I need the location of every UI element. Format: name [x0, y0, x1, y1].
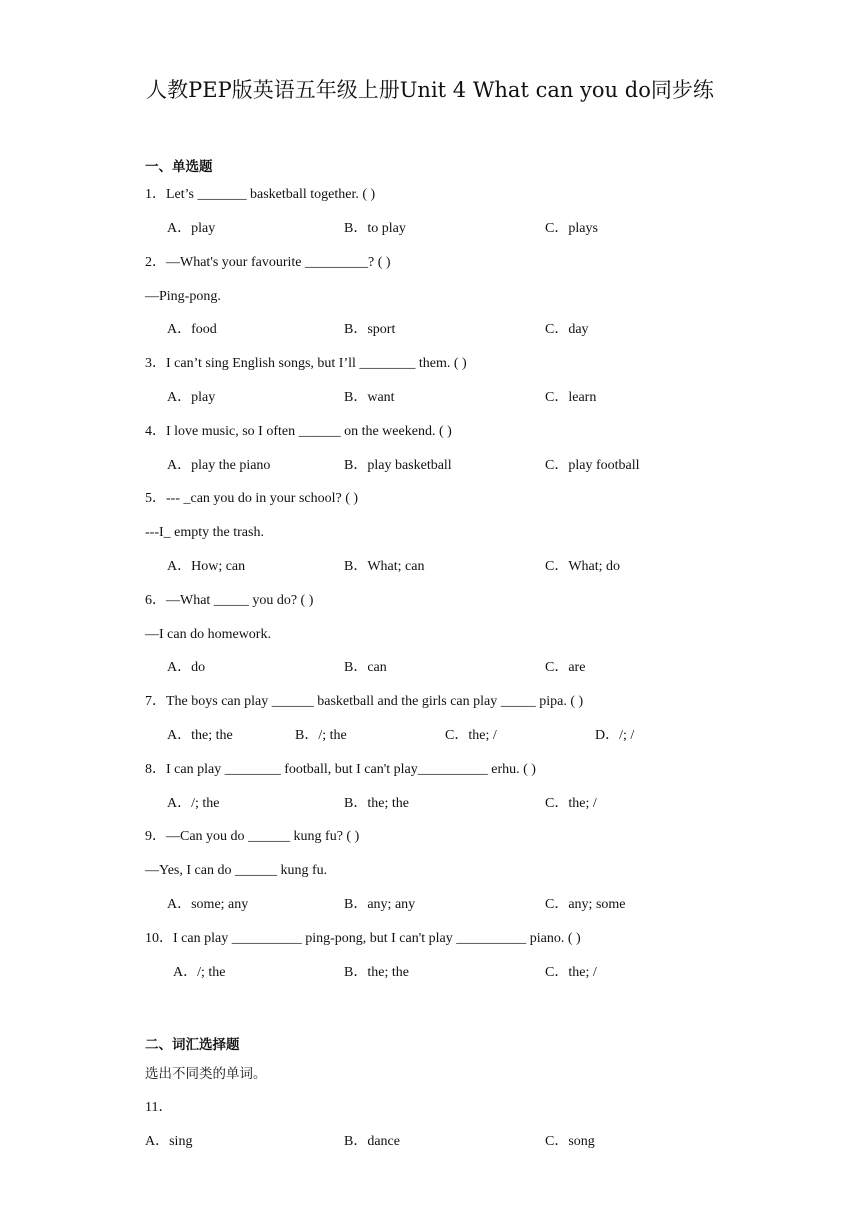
question-reply: —Yes, I can do ______ kung fu. [145, 863, 328, 878]
question-stem: 1．Let’s _______ basketball together. ( ) [145, 187, 376, 202]
section-instruction: 选出不同类的单词。 [145, 1066, 267, 1082]
option-a: A．play the piano [167, 458, 271, 473]
option-c: C．any; some [545, 897, 626, 912]
option-a: A．play [167, 390, 216, 405]
option-b: B．to play [344, 221, 406, 236]
option-a: A．the; the [167, 728, 233, 743]
question-stem: 3．I can’t sing English songs, but I’ll ________ them. ( ) [145, 356, 467, 371]
option-b: B．the; the [344, 796, 409, 811]
option-a: A．/; the [173, 965, 226, 980]
section-heading-vocabulary: 二、词汇选择题 [145, 1037, 240, 1053]
option-a: A．/; the [167, 796, 220, 811]
option-b: B．/; the [295, 728, 347, 743]
question-reply: —I can do homework. [145, 627, 271, 642]
option-a: A．some; any [167, 897, 249, 912]
option-b: B．dance [344, 1134, 400, 1149]
option-c: C．are [545, 660, 586, 675]
question-reply: —Ping-pong. [145, 289, 221, 304]
question-stem: 11． [145, 1100, 173, 1115]
option-c: C．plays [545, 221, 598, 236]
section-heading-single-choice: 一、单选题 [145, 159, 213, 175]
page-title: 人教PEP版英语五年级上册Unit 4 What can you do同步练 [146, 78, 714, 102]
option-b: B．the; the [344, 965, 409, 980]
question-stem: 6．—What _____ you do? ( ) [145, 593, 314, 608]
option-a: A．sing [145, 1134, 193, 1149]
question-stem: 4．I love music, so I often ______ on the weekend. ( ) [145, 424, 452, 439]
option-c: C．the; / [545, 796, 597, 811]
question-stem: 5．--- _can you do in your school? ( ) [145, 491, 359, 506]
question-stem: 2．—What's your favourite _________? ( ) [145, 255, 391, 270]
option-c: C．day [545, 322, 589, 337]
option-b: B．play basketball [344, 458, 452, 473]
option-c: C．play football [545, 458, 640, 473]
option-c: C．What; do [545, 559, 621, 574]
option-b: B．can [344, 660, 387, 675]
question-stem: 8．I can play ________ football, but I can't play__________ erhu. ( ) [145, 762, 536, 777]
question-stem: 9．—Can you do ______ kung fu? ( ) [145, 829, 360, 844]
option-c: C．learn [545, 390, 597, 405]
question-stem: 10．I can play __________ ping-pong, but I can't play __________ piano. ( ) [145, 931, 581, 946]
option-c: C．song [545, 1134, 595, 1149]
option-c: C．the; / [545, 965, 597, 980]
question-reply: ---I_ empty the trash. [145, 525, 264, 540]
option-a: A．food [167, 322, 217, 337]
option-b: B．want [344, 390, 395, 405]
option-d: D．/; / [595, 728, 635, 743]
option-b: B．What; can [344, 559, 425, 574]
option-c: C．the; / [445, 728, 497, 743]
option-a: A．How; can [167, 559, 246, 574]
option-a: A．play [167, 221, 216, 236]
question-stem: 7．The boys can play ______ basketball and the girls can play _____ pipa. ( ) [145, 694, 584, 709]
option-b: B．sport [344, 322, 396, 337]
option-a: A．do [167, 660, 206, 675]
option-b: B．any; any [344, 897, 416, 912]
